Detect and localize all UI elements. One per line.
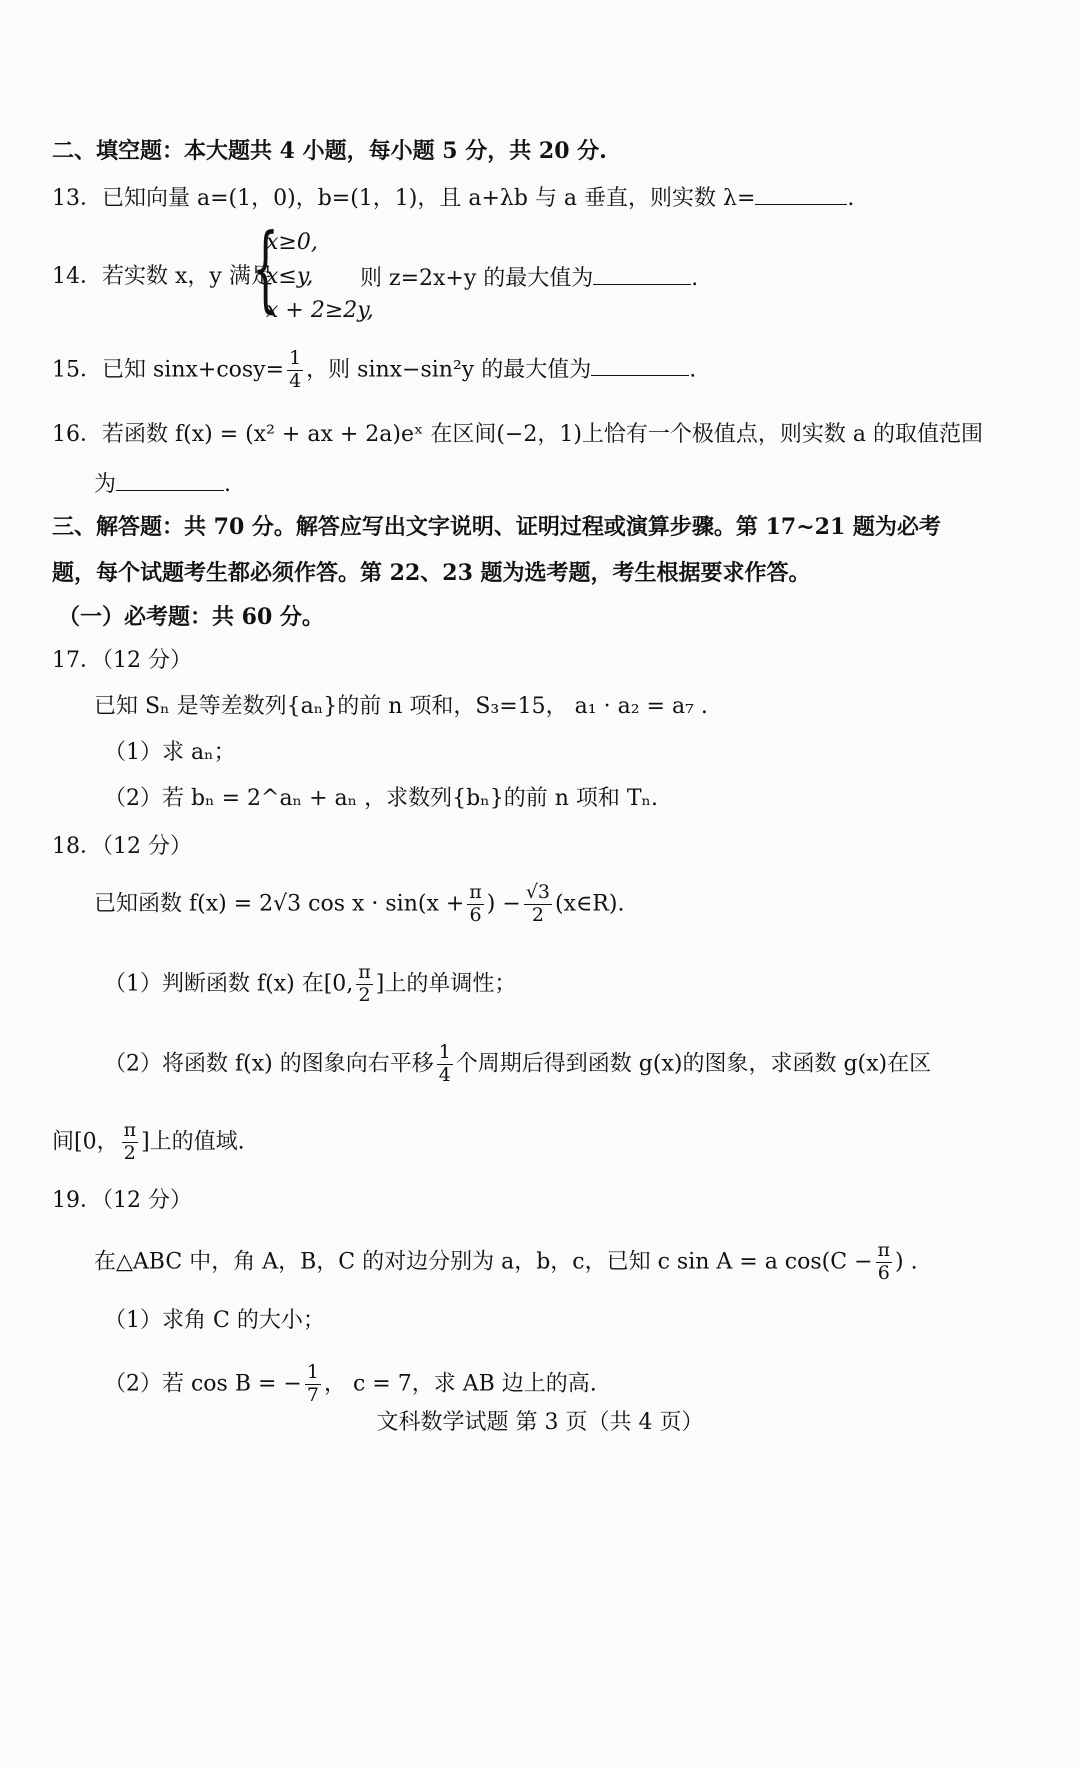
numerator: 1 — [438, 1041, 451, 1063]
answer-blank — [591, 357, 689, 376]
question-number: 14． — [52, 264, 102, 289]
denominator: 2 — [358, 983, 371, 1006]
question-number: 16． — [52, 422, 102, 447]
stem-text: 已知函数 f(x) = 2√3 cos x · sin(x + — [94, 891, 465, 917]
fraction-pi-2 — [356, 962, 373, 1007]
numerator: π — [123, 1119, 137, 1141]
system-brace: { — [252, 214, 279, 323]
fraction-sqrt3-2 — [524, 882, 552, 927]
question-text: 若实数 x，y 满足 — [102, 264, 273, 289]
stem-text: (x∈R). — [555, 891, 625, 917]
question-text-suffix: ，则 sinx−sin²y 的最大值为 — [306, 357, 592, 383]
part-text: 个周期后得到函数 g(x)的图象，求函数 g(x)在区 — [455, 1051, 932, 1077]
denominator: 4 — [289, 369, 302, 392]
part-text: （2）将函数 f(x) 的图象向右平移 — [104, 1051, 434, 1077]
question-18-part-2-continued — [52, 1120, 245, 1165]
question-15 — [52, 348, 696, 393]
part-text: ]上的单调性； — [375, 971, 517, 997]
period: . — [847, 186, 855, 211]
question-17-stem: 已知 Sₙ 是等差数列{aₙ}的前 n 项和，S₃=15， a₁ · a₂ = a₇ . — [94, 694, 708, 719]
denominator: 4 — [438, 1063, 451, 1086]
question-number: 15． — [52, 357, 102, 383]
question-text: 为 — [94, 472, 117, 497]
question-17-part-1: （1）求 aₙ； — [104, 740, 236, 765]
question-17-part-2: （2）若 bₙ = 2^aₙ + aₙ ，求数列{bₙ}的前 n 项和 Tₙ. — [104, 786, 659, 811]
fraction-1-4 — [437, 1042, 453, 1087]
denominator: 6 — [877, 1261, 890, 1284]
section-3-subheading: （一）必考题：共 60 分。 — [58, 604, 324, 630]
question-18-part-1 — [104, 962, 516, 1007]
period: . — [689, 357, 697, 383]
section-2-heading: 二、填空题：本大题共 4 小题，每小题 5 分，共 20 分. — [52, 138, 607, 164]
question-number: 13． — [52, 186, 102, 211]
period: . — [224, 472, 232, 497]
condition-2: x≤y, — [266, 264, 314, 289]
question-14-prefix — [52, 266, 273, 288]
part-text: （2）若 cos B = − — [104, 1371, 302, 1397]
answer-blank — [593, 266, 691, 285]
answer-blank — [116, 472, 224, 491]
question-19-part-2 — [104, 1362, 597, 1407]
condition-1: x≥0, — [266, 230, 318, 255]
denominator: 6 — [469, 903, 482, 926]
page-footer: 文科数学试题 第 3 页（共 4 页） — [376, 1410, 704, 1435]
numerator: 1 — [306, 1361, 319, 1383]
question-text: 已知向量 a=(1，0)，b=(1，1)，且 a+λb 与 a 垂直，则实数 λ= — [102, 186, 756, 211]
question-14-suffix — [360, 266, 698, 290]
answer-blank — [755, 186, 847, 205]
denominator: 2 — [531, 903, 544, 926]
section-3-heading-line1: 三、解答题：共 70 分。解答应写出文字说明、证明过程或演算步骤。第 17~21 题为必考 — [52, 514, 941, 540]
fraction-pi-6 — [467, 882, 484, 927]
part-text: ]上的值域. — [141, 1129, 245, 1155]
fraction-pi-2 — [122, 1120, 139, 1165]
part-text: 间[0， — [52, 1129, 119, 1155]
numerator: π — [877, 1239, 891, 1261]
section-3-heading-line2: 题，每个试题考生都必须作答。第 22、23 题为选考题，考生根据要求作答。 — [52, 560, 811, 586]
numerator: 1 — [289, 347, 302, 369]
question-19-stem — [94, 1240, 918, 1285]
question-18-header: 18．（12 分） — [52, 834, 192, 859]
question-13 — [52, 186, 854, 210]
question-18-part-2 — [104, 1042, 931, 1087]
question-text: 则 z=2x+y 的最大值为 — [360, 266, 594, 291]
numerator: π — [469, 881, 482, 903]
question-text: 已知 sinx+cosy= — [102, 357, 285, 383]
stem-text: ) . — [895, 1249, 918, 1275]
question-19-part-1: （1）求角 C 的大小； — [104, 1308, 325, 1333]
stem-text: ) − — [486, 891, 521, 917]
question-text: 若函数 f(x) = (x² + ax + 2a)eˣ 在区间(−2，1)上恰有一个极值点，则实数 a 的取值范围 — [102, 422, 984, 447]
period: . — [691, 266, 699, 291]
numerator: π — [358, 961, 371, 983]
fraction-1-7 — [305, 1362, 321, 1407]
part-text: （1）判断函数 f(x) 在[0, — [104, 971, 354, 997]
denominator: 7 — [306, 1383, 319, 1406]
question-16-continued — [94, 472, 231, 496]
fraction-pi-6 — [876, 1240, 893, 1285]
part-text: ， c = 7，求 AB 边上的高. — [323, 1371, 597, 1397]
numerator: √3 — [525, 881, 551, 903]
stem-text: 在△ABC 中，角 A，B，C 的对边分别为 a，b，c，已知 c sin A = a cos(C − — [94, 1249, 873, 1275]
question-17-header: 17．（12 分） — [52, 648, 192, 673]
condition-3: x + 2≥2y, — [266, 298, 374, 323]
question-19-header: 19．（12 分） — [52, 1188, 192, 1213]
question-16 — [52, 424, 983, 446]
question-18-stem — [94, 882, 624, 927]
fraction — [287, 348, 303, 393]
denominator: 2 — [123, 1141, 136, 1164]
